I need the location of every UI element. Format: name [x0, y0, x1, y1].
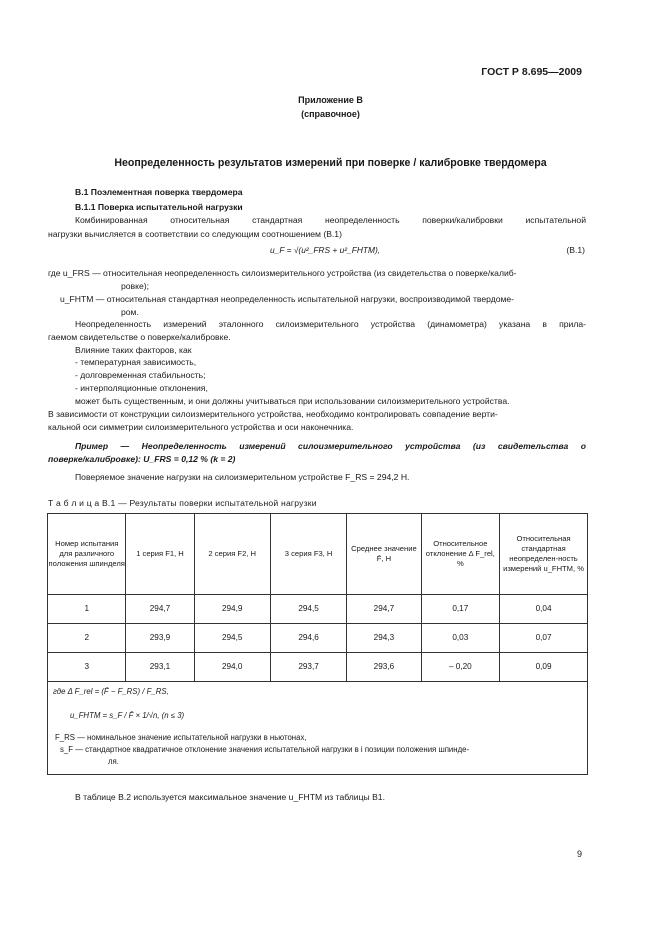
- table-cell: 294,9: [194, 595, 270, 624]
- paragraph-5: Поверяемое значение нагрузки на силоизмерительном устройстве F_RS = 294,2 Н.: [75, 472, 410, 482]
- table-cell: 294,6: [270, 624, 346, 653]
- note-sf-line-1: s_F — стандартное квадратичное отклонение значения испытательной нагрузки в i позиции положения шпинде-: [60, 745, 470, 754]
- paragraph-1-line-2: нагрузки вычисляется в соответствии со следующим соотношением (В.1): [48, 229, 342, 239]
- table-cell: 293,1: [126, 653, 194, 682]
- paragraph-4-line-2: В зависимости от конструкции силоизмерительного устройства, необходимо контролировать совпадение верти-: [48, 409, 498, 419]
- column-header-series-3: 3 серия F3, Н: [270, 514, 346, 595]
- table-cell: 294,7: [126, 595, 194, 624]
- formula-b1: u_F = √(u²_FRS + u²_FHTM),: [270, 245, 381, 255]
- table-row: [48, 595, 588, 624]
- column-header-relative-uncertainty: Относительная стандартная неопределен-ность измерений u_FHTM, %: [500, 514, 588, 595]
- table-cell: 0,04: [500, 595, 588, 624]
- list-item: - интерполяционные отклонения,: [75, 383, 208, 393]
- column-header-test-number: Номер испытания для различного положения шпинделя: [48, 514, 126, 595]
- section-b1-heading: В.1 Поэлементная поверка твердомера: [75, 187, 243, 197]
- note-sf-line-2: ля.: [108, 757, 119, 766]
- note-delta-formula: где Δ F_rel = (F̄ − F_RS) / F_RS,: [53, 687, 169, 696]
- note-u-formula: u_FHTM = s_F / F̄ × 1/√n, (n ≤ 3): [70, 711, 185, 720]
- where-ufrs-line-1: где u_FRS — относительная неопределенность силоизмерительного устройства (из свидетельства о поверке/калиб-: [48, 268, 517, 278]
- list-item: - долговременная стабильность;: [75, 370, 206, 380]
- paragraph-2-line-1: Неопределенность измерений эталонного силоизмерительного устройства (динамометра) указана в прила-: [75, 319, 586, 329]
- table-cell: 0,03: [421, 624, 499, 653]
- paragraph-4-line-3: кальной оси симметрии силоизмерительного устройства и оси наконечника.: [48, 422, 354, 432]
- column-header-relative-deviation: Относительное отклонение Δ F_rel, %: [421, 514, 499, 595]
- column-header-series-2: 2 серия F2, Н: [194, 514, 270, 595]
- where-ufrs-line-2: ровке);: [121, 281, 150, 291]
- paragraph-2-line-2: гаемом свидетельстве о поверке/калибровке.: [48, 332, 231, 342]
- table-cell: – 0,20: [421, 653, 499, 682]
- where-ufhtm-line-2: ром.: [121, 307, 139, 317]
- note-frs: F_RS — номинальное значение испытательной нагрузки в ньютонах,: [55, 733, 307, 742]
- column-header-series-1: 1 серия F1, Н: [126, 514, 194, 595]
- table-cell: 294,5: [270, 595, 346, 624]
- results-table: [47, 513, 588, 682]
- table-cell: 294,3: [347, 624, 421, 653]
- table-cell: 2: [48, 624, 126, 653]
- list-item: - температурная зависимость,: [75, 357, 197, 367]
- table-cell: 1: [48, 595, 126, 624]
- table-cell: 294,7: [347, 595, 421, 624]
- column-header-mean: Среднее значение F̄, Н: [347, 514, 421, 595]
- table-cell: 294,0: [194, 653, 270, 682]
- table-cell: 293,7: [270, 653, 346, 682]
- section-b11-heading: В.1.1 Поверка испытательной нагрузки: [75, 202, 243, 212]
- table-cell: 0,17: [421, 595, 499, 624]
- annex-type: (справочное): [301, 109, 360, 119]
- paragraph-3: Влияние таких факторов, как: [75, 345, 192, 355]
- paragraph-4-line-1: может быть существенным, и они должны учитываться при использовании силоизмерительного устройства.: [75, 396, 510, 406]
- table-cell: 293,6: [347, 653, 421, 682]
- annex-title: Приложение В: [298, 95, 363, 105]
- document-title: Неопределенность результатов измерений при поверке / калибровке твердомера: [114, 157, 547, 169]
- example-line-2: поверке/калибровке): U_FRS = 0,12 % (k = 2): [48, 454, 236, 464]
- where-ufhtm-line-1: u_FHTM — относительная стандартная неопределенность испытательной нагрузки, воспроизводимой твердоме-: [60, 294, 515, 304]
- table-header-row: [48, 514, 588, 595]
- paragraph-6: В таблице В.2 используется максимальное значение u_FHTM из таблицы В1.: [75, 792, 385, 802]
- standard-number: ГОСТ Р 8.695—2009: [481, 66, 582, 78]
- table-cell: 294,5: [194, 624, 270, 653]
- table-caption: Т а б л и ц а В.1 — Результаты поверки испытательной нагрузки: [48, 498, 317, 508]
- table-cell: 3: [48, 653, 126, 682]
- table-cell: 0,07: [500, 624, 588, 653]
- table-cell: 0,09: [500, 653, 588, 682]
- formula-number: (В.1): [566, 245, 585, 255]
- page-number: 9: [576, 849, 582, 859]
- example-line-1: Пример — Неопределенность измерений силоизмерительного устройства (из свидетельства о: [75, 441, 586, 451]
- table-row: [48, 624, 588, 653]
- table-cell: 293,9: [126, 624, 194, 653]
- paragraph-1-line-1: Комбинированная относительная стандартная неопределенность поверки/калибровки испытательной: [75, 215, 586, 225]
- table-notes-box: [47, 671, 588, 775]
